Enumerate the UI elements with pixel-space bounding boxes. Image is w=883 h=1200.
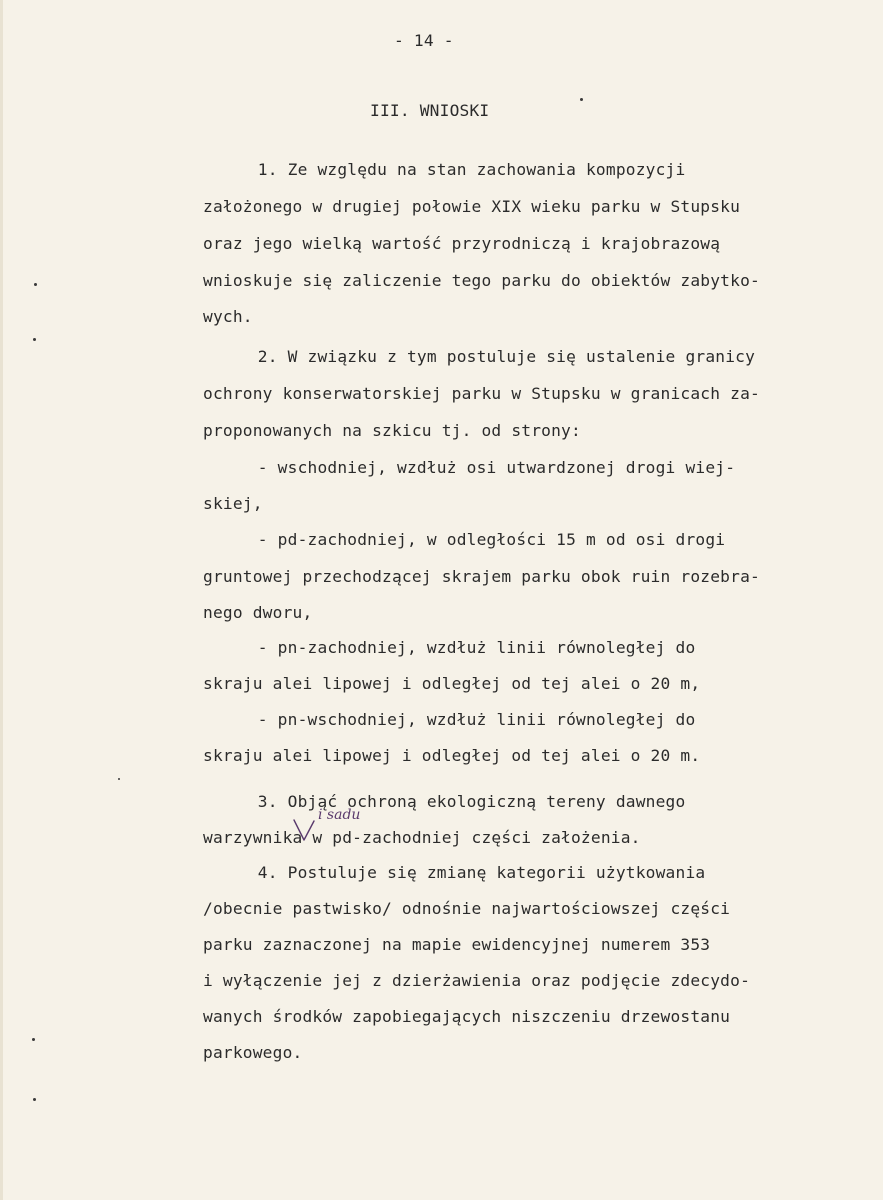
text-line: nego dworu, [203,603,313,622]
text-line: wnioskuje się zaliczenie tego parku do obiektów zabytko- [203,271,760,290]
text-line: 4. Postuluje się zmianę kategorii użytkowania [218,863,706,882]
text-line: wych. [203,307,253,326]
text-line: /obecnie pastwisko/ odnośnie najwartościowszej części [203,899,731,918]
text-line: warzywnika w pd-zachodniej części założenia. [203,828,641,847]
scan-speck [33,1098,36,1101]
text-line: 1. Ze względu na stan zachowania kompozycji [218,160,686,179]
text-line: wanych środków zapobiegających niszczeniu drzewostanu [203,1007,731,1026]
text-line: - pn-wschodniej, wzdłuż linii równoległej do [218,710,696,729]
insertion-caret-icon [292,818,318,844]
scan-speck [580,98,583,101]
text-line: i wyłączenie jej z dzierżawienia oraz podjęcie zdecydo- [203,971,751,990]
text-line: proponowanych na szkicu tj. od strony: [203,421,581,440]
text-line: gruntowej przechodzącej skrajem parku obok ruin rozebra- [203,567,760,586]
text-line: ochrony konserwatorskiej parku w Stupsku w granicach za- [203,384,760,403]
text-line: oraz jego wielką wartość przyrodniczą i krajobrazową [203,234,721,253]
text-line: skiej, [203,494,263,513]
scan-speck [34,283,37,286]
text-line: 3. Objąć ochroną ekologiczną tereny dawnego [218,792,686,811]
text-line: - pd-zachodniej, w odległości 15 m od osi drogi [218,530,726,549]
text-line: skraju alei lipowej i odległej od tej alei o 20 m, [203,674,701,693]
page-number: - 14 - [394,31,454,50]
text-line: 2. W związku z tym postuluje się ustalenie granicy [218,347,756,366]
text-line: - wschodniej, wzdłuż osi utwardzonej drogi wiej- [218,458,736,477]
section-heading: III. WNIOSKI [370,101,490,120]
text-line: parkowego. [203,1043,303,1062]
handwritten-insertion: i sadu [318,807,361,823]
page-edge [0,0,3,1200]
text-line: parku zaznaczonej na mapie ewidencyjnej numerem 353 [203,935,711,954]
scan-speck [33,338,36,341]
text-line: założonego w drugiej połowie XIX wieku parku w Stupsku [203,197,741,216]
scan-speck [118,778,120,780]
text-line: - pn-zachodniej, wzdłuż linii równoległej do [218,638,696,657]
text-line: skraju alei lipowej i odległej od tej alei o 20 m. [203,746,701,765]
scan-speck [32,1038,35,1041]
